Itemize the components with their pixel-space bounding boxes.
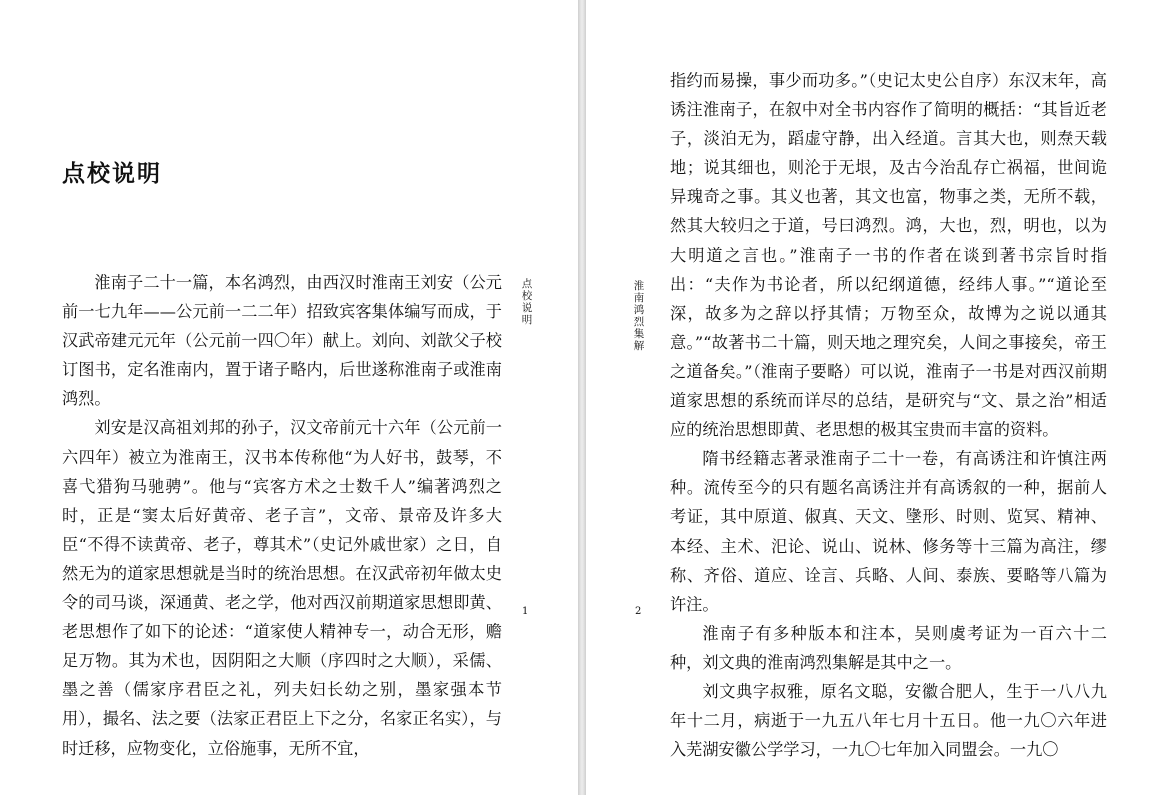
page-number: 2 xyxy=(635,606,642,617)
paragraph: 刘文典字叔雅，原名文聪，安徽合肥人，生于一八八九年十二月，病逝于一九五八年七月十五日。他一九〇六年进入芜湖安徽公学学习，一九〇七年加入同盟会。一九〇 xyxy=(670,681,1107,760)
left-body-text xyxy=(62,268,502,763)
paragraph: 隋书经籍志著录淮南子二十一卷，有高诱注和许慎注两种。流传至今的只有题名高诱注并有高诱叙的一种，据前人考证，其中原道、俶真、天文、墬形、时则、览冥、精神、本经、主术、汜论、说山、说林、修务等十三篇为高注，缪称、齐俗、道应、诠言、兵略、人间、泰族、要略等八篇为许注。 xyxy=(670,449,1107,614)
left-page xyxy=(0,0,578,795)
right-page xyxy=(586,0,1164,795)
paragraph: 刘安是汉高祖刘邦的孙子，汉文帝前元十六年（公元前一六四年）被立为淮南王，汉书本传称他“为人好书，鼓琴，不喜弋猎狗马驰骋”。他与“宾客方术之士数千人”编著鸿烈之时，正是“窦太后好黄帝、老子言”，文帝、景帝及许多大臣“不得不读黄帝、老子，尊其术”（史记外戚世家）之日，自然无为的道家思想就是当时的统治思想。在汉武帝初年做太史令的司马谈，深通黄、老之学，他对西汉前期道家思想即黄、老思想作了如下的论述：“道家使人精神专一，动合无形，赡足万物。其为术也，因阴阳之大顺（序四时之大顺），采儒、墨之善（儒家序君臣之礼，列夫妇长幼之别，墨家强本节用），撮名、法之要（法家正君臣上下之分，名家正名实），与时迁移，应物变化，立俗施事，无所不宜， xyxy=(62,418,502,758)
paragraph: 淮南子二十一篇，本名鸿烈，由西汉时淮南王刘安（公元前一七九年——公元前一二二年）招致宾客集体编写而成，于汉武帝建元元年（公元前一四〇年）献上。刘向、刘歆父子校订图书，定名淮南内，置于诸子略内，后世遂称淮南子或淮南鸿烈。 xyxy=(62,273,502,409)
page-title: 点校说明 xyxy=(62,160,162,187)
book-gutter xyxy=(578,0,586,795)
running-head: 淮南鸿烈集解 xyxy=(633,280,645,352)
right-body-text xyxy=(670,66,1107,764)
paragraph: 淮南子有多种版本和注本，吴则虞考证为一百六十二种，刘文典的淮南鸿烈集解是其中之一。 xyxy=(670,623,1107,672)
paragraph: 指约而易操，事少而功多。”（史记太史公自序）东汉末年，高诱注淮南子，在叙中对全书内容作了简明的概括：“其旨近老子，淡泊无为，蹈虚守静，出入经道。言其大也，则焘天载地；说其细也，则沦于无垠，及古今治乱存亡祸福，世间诡异瑰奇之事。其义也著，其文也富，物事之类，无所不载，然其大较归之于道，号曰鸿烈。鸿，大也，烈，明也，以为大明道之言也。”淮南子一书的作者在谈到著书宗旨时指出：“夫作为书论者，所以纪纲道德，经纬人事。”“道论至深，故多为之辞以抒其情；万物至众，故博为之说以通其意。”“故著书二十篇，则天地之理究矣，人间之事接矣，帝王之道备矣。”（淮南子要略）可以说，淮南子一书是对西汉前期道家思想的系统而详尽的总结，是研究与“文、景之治”相适应的统治思想即黄、老思想的极其宝贵而丰富的资料。 xyxy=(670,71,1107,440)
page-number: 1 xyxy=(522,606,529,617)
running-head: 点校说明 xyxy=(521,278,533,326)
